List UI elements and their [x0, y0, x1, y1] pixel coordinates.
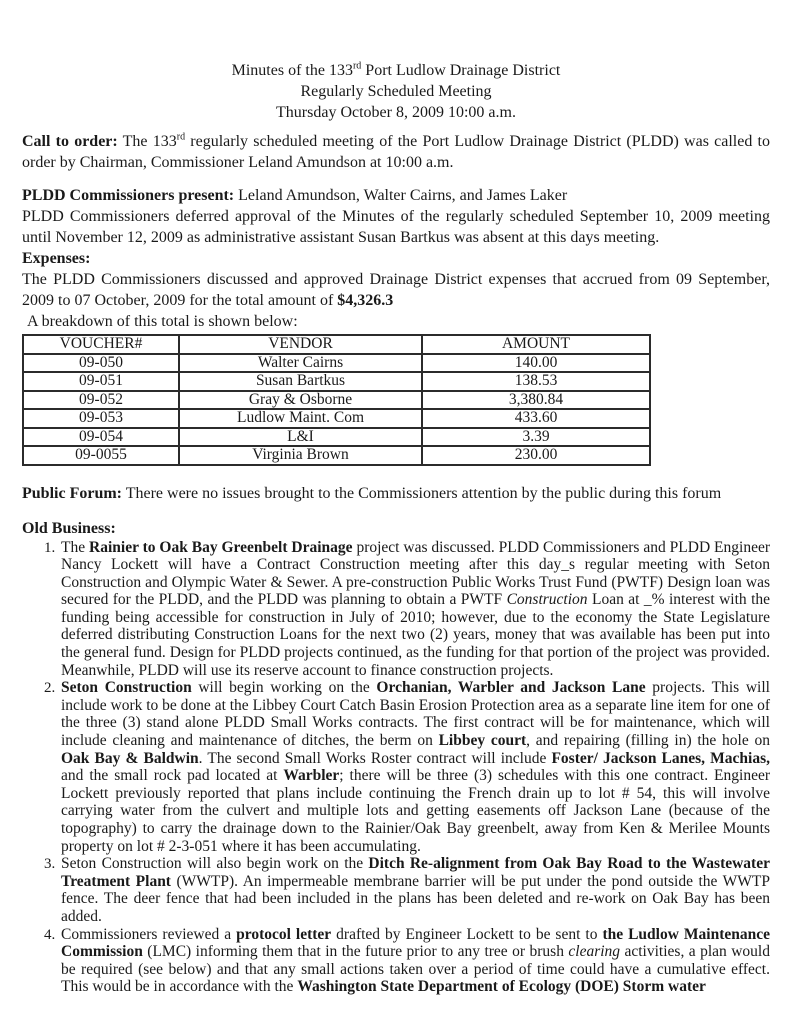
expenses-section [22, 248, 770, 466]
title-line-1 [22, 60, 770, 81]
text-run: ; there will be three (3) schedules with this one contract. Engineer Lockett previously reported that plans include continuing the French drain up to lot # 54, this will involve carrying water from the culvert and multiple lots and getting easements off Jackson Lane (because of the topography) to carry the drainage down to the Rainier/Oak Bay greenbelt, away from Ken & Merilee Mounts property on lot # 2-3-051 where it has been accumulating. [61, 767, 770, 855]
call-to-order-paragraph [22, 131, 770, 173]
commissioners-present-paragraph [22, 185, 770, 206]
column-header-amount: AMOUNT [422, 335, 650, 354]
table-cell: 140.00 [422, 354, 650, 373]
table-cell: Walter Cairns [179, 354, 422, 373]
text-run: Libbey court [438, 732, 527, 750]
text-run: There were no issues brought to the Commissioners attention by the public during this forum [122, 484, 722, 502]
text-run: Washington State Department of Ecology (DOE) Storm water [297, 978, 706, 996]
text-run: Orchanian, Warbler and Jackson Lane [376, 679, 646, 697]
text-run: regularly scheduled meeting of the Port Ludlow Drainage District (PLDD) was called to order by Chairman, Commissioner Leland Amundson at 10:00 a.m. [22, 133, 771, 171]
text-run: rd [352, 60, 362, 72]
column-header-voucher: VOUCHER# [23, 335, 179, 354]
text-run: Port Ludlow Drainage District [361, 62, 561, 79]
text-run: protocol letter [236, 925, 332, 943]
text-run: , and repairing (filling in) the hole on [526, 732, 770, 750]
text-run: Loan at _% interest with the funding being accessible for construction in July of 2010; however, due to the economy the State Legislature deferred distributing Construction Loans for the next two (2) years, money that was available has been put into the general fund. Design for PLDD projects continued, as the funding for that portion of the project was provided. Meanwhile, PLDD will use its reserve account to finance construction projects. [61, 591, 771, 679]
table-cell: 230.00 [422, 446, 650, 465]
text-run: activities, a plan would be required (see below) and that any small actions taken over a period of time could have a cumulative effect. This would be in accordance with the [61, 943, 770, 996]
text-run: Foster/ Jackson Lanes, Machias, [551, 749, 770, 767]
text-run: projects. This will include work to be done at the Libbey Court Catch Basin Erosion Protection area as a separate line item for one of the three (3) stand alone PLDD Small Works contracts. The first contract will be for maintenance, which will include cleaning and maintenance of ditches, the berm on [61, 679, 770, 750]
expense-table [22, 334, 651, 466]
table-cell: 138.53 [422, 372, 650, 391]
old-business-list [22, 539, 770, 996]
text-run: project was discussed. PLDD Commissioners and PLDD Engineer Nancy Lockett will have a Contract Construction meeting after this day_s regular meeting with Seton Construction and Olympic Water & Sewer. A pre-construction Public Works Trust Fund (PWTF) Design loan was secured for the PLDD, and the PLDD was planning to obtain a PWTF [61, 538, 770, 609]
text-run: drafted by Engineer Lockett to be sent to [331, 925, 603, 943]
text-run: Oak Bay & Baldwin [61, 749, 199, 767]
expense-table-header-row [23, 335, 650, 354]
text-run: Seton Construction [61, 679, 192, 697]
column-header-vendor: VENDOR [179, 335, 422, 354]
table-row [23, 446, 650, 465]
table-row [23, 354, 650, 373]
text-run: Seton Construction will also begin work on the [61, 855, 369, 873]
old-business-heading: Old Business: [22, 519, 116, 537]
text-run: Rainier to Oak Bay Greenbelt Drainage [89, 538, 353, 556]
text-run: . The second Small Works Roster contract will include [198, 749, 552, 767]
commissioners-deferred-paragraph [22, 206, 770, 248]
text-run: Call to order: [22, 133, 118, 150]
public-forum-paragraph [22, 483, 770, 504]
text-run: PLDD Commissioners deferred approval of the Minutes of the regularly scheduled September 10, 2009 meeting until November 12, 2009 as administrative assistant Susan Bartkus was absent at this days meeting. [22, 208, 770, 246]
text-run: (LMC) informing them that in the future prior to any tree or brush [142, 943, 569, 961]
table-cell: 09-050 [23, 354, 179, 373]
text-run: The 133 [117, 133, 177, 150]
document-title [22, 60, 770, 123]
table-row [23, 391, 650, 410]
text-run: The PLDD Commissioners discussed and approved Drainage District expenses that accrued from 09 September, 2009 to 07 October, 2009 for the total amount of [22, 271, 770, 309]
table-cell: 09-053 [23, 409, 179, 428]
old-business-item-2 [59, 679, 770, 855]
table-cell: L&I [179, 428, 422, 447]
table-row [23, 428, 650, 447]
text-run: The [61, 538, 90, 556]
table-cell: Susan Bartkus [179, 372, 422, 391]
text-run: PLDD Commissioners present: [22, 187, 235, 204]
expenses-breakdown-note: A breakdown of this total is shown below: [27, 313, 298, 330]
text-run: Regularly Scheduled Meeting [300, 83, 492, 100]
text-run: Leland Amundson, Walter Cairns, and James Laker [234, 187, 568, 204]
text-run: (WWTP). An impermeable membrane barrier will be put under the pond outside the WWTP fence. The deer fence that had been included in the plans has been deleted and re-work on Oak Bay has been added. [61, 872, 770, 925]
table-cell: 09-052 [23, 391, 179, 410]
text-run: Minutes of the 133 [231, 62, 353, 79]
text-run: Ditch Re-alignment from Oak Bay Road to the Wastewater Treatment Plant [61, 855, 770, 890]
expenses-heading: Expenses: [22, 250, 91, 267]
text-run: the Ludlow Maintenance Commission [61, 925, 770, 961]
commissioners-section [22, 185, 770, 248]
text-run: Public Forum: [22, 484, 122, 502]
table-cell: 3.39 [422, 428, 650, 447]
old-business-item-1 [59, 539, 770, 680]
expense-table-body [23, 354, 650, 465]
table-cell: Virginia Brown [179, 446, 422, 465]
text-run: Commissioners reviewed a [61, 925, 237, 943]
expenses-body-paragraph [22, 269, 770, 311]
table-row [23, 409, 650, 428]
text-run: Construction [506, 591, 588, 609]
text-run: rd [176, 131, 186, 143]
table-cell: Gray & Osborne [179, 391, 422, 410]
old-business-section [22, 518, 770, 996]
text-run: $4,326.3 [337, 292, 394, 309]
text-run: will begin working on the [191, 679, 377, 697]
text-run: and the small rock pad located at [61, 767, 284, 785]
title-line-3 [22, 102, 770, 123]
table-cell: 433.60 [422, 409, 650, 428]
text-run: Thursday October 8, 2009 10:00 a.m. [276, 104, 516, 121]
text-run: clearing [568, 943, 621, 961]
table-cell: 09-051 [23, 372, 179, 391]
old-business-item-4 [59, 926, 770, 996]
table-cell: 3,380.84 [422, 391, 650, 410]
table-cell: Ludlow Maint. Com [179, 409, 422, 428]
old-business-item-3 [59, 855, 770, 925]
table-row [23, 372, 650, 391]
table-cell: 09-054 [23, 428, 179, 447]
text-run: Warbler [283, 767, 340, 785]
table-cell: 09-0055 [23, 446, 179, 465]
title-line-2 [22, 81, 770, 102]
